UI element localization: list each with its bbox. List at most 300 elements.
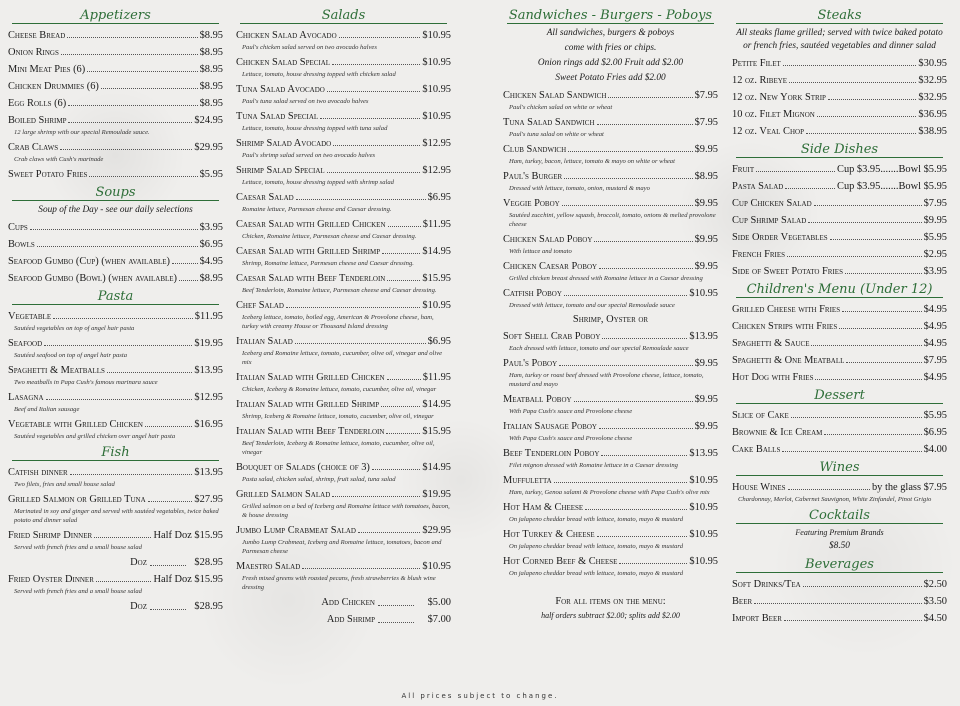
item-price: $8.95 — [199, 64, 223, 75]
item-price: $4.95 — [923, 372, 947, 383]
menu-item-shrimp-salad-avocado — [236, 137, 451, 150]
item-name: Cup Chicken Salad — [732, 198, 812, 209]
item-price: $8.95 — [199, 47, 223, 58]
item-price: $10.95 — [422, 300, 451, 311]
leader-dots — [53, 318, 193, 319]
leader-dots — [608, 97, 692, 98]
item-name: Caesar Salad — [236, 192, 294, 203]
leader-dots — [382, 253, 420, 254]
item-description: Grilled salmon on a bed of Iceberg and Romaine lettuce with tomatoes, bacon, & house dressing — [242, 503, 450, 519]
item-description: Ham, turkey, Genoa salami & Provolone cheese with Papa Cush's olive mix — [509, 489, 710, 496]
leader-dots — [388, 226, 421, 227]
menu-item-grilled-salmon-or-grilled-tuna — [8, 493, 223, 506]
item-name: Muffuletta — [503, 475, 552, 486]
menu-item-house-wines — [732, 481, 947, 494]
item-price: $9.95 — [694, 358, 718, 369]
item-name: Tuna Salad Avocado — [236, 84, 325, 95]
menu-item-shrimp-salad-special — [236, 164, 451, 177]
item-price: $32.95 — [918, 75, 947, 86]
item-description: Ham, turkey or roast beef dressed with Provolone cheese, lettuce, tomato, mustard and mayo — [509, 372, 704, 388]
item-description: With Papa Cush's sauce and Provolone cheese — [509, 435, 633, 442]
item-price: Cup $3.95.......Bowl $5.95 — [837, 164, 947, 175]
leader-dots — [44, 345, 192, 346]
menu-item-lasagna — [8, 391, 223, 404]
menu-item-brownie-ice-cream — [732, 426, 947, 439]
item-name: Cake Balls — [732, 444, 781, 455]
item-price: $8.95 — [694, 171, 718, 182]
leader-dots — [148, 501, 193, 502]
menu-item-grilled-cheese-with-fries — [732, 303, 947, 316]
item-name: Hot Turkey & Cheese — [503, 529, 595, 540]
item-name: Boiled Shrimp — [8, 115, 67, 126]
item-description: Sautéed vegetables and grilled chicken over angel hair pasta — [14, 433, 176, 440]
item-name: Fruit — [732, 164, 755, 175]
leader-dots — [601, 455, 687, 456]
item-price: $10.95 — [422, 111, 451, 122]
section-note: All sandwiches, burgers & poboys — [546, 28, 675, 38]
item-name: Italian Salad — [236, 336, 293, 347]
item-price: $15.95 — [422, 426, 451, 437]
menu-item-italian-salad-with-grilled-shrimp — [236, 398, 451, 411]
menu-item-slice-of-cake — [732, 409, 947, 422]
menu-item-italian-salad-with-beef-tenderloin — [236, 425, 451, 438]
item-name: Tuna Salad Special — [236, 111, 319, 122]
item-price: $29.95 — [422, 525, 451, 536]
leader-dots — [602, 338, 687, 339]
leader-dots — [845, 273, 922, 274]
item-description: Two meatballs in Papa Cush's famous marinara sauce — [14, 379, 158, 386]
item-name: Side of Sweet Potato Fries — [732, 266, 843, 277]
item-name: Italian Salad with Grilled Shrimp — [236, 399, 380, 410]
item-price: $38.95 — [918, 126, 947, 137]
menu-item-hot-ham-cheese — [503, 501, 718, 514]
item-name: Veggie Poboy — [503, 198, 560, 209]
item-name: Meatball Poboy — [503, 394, 572, 405]
item-price: $5.95 — [923, 232, 947, 243]
item-name: Grilled Salmon or Grilled Tuna — [8, 494, 146, 505]
menu-item-vegetable-with-grilled-chicken — [8, 418, 223, 431]
section-heading-steaks: Steaks — [732, 8, 947, 25]
leader-dots — [817, 116, 917, 117]
item-name: Catfish Poboy — [503, 288, 562, 299]
item-price: by the glass $7.95 — [871, 482, 947, 493]
leader-dots — [830, 239, 922, 240]
item-description: Shrimp, Romaine lettuce, Parmesan cheese and Caesar dressing. — [242, 260, 414, 267]
item-description: Paul's chicken salad on white or wheat — [509, 104, 613, 111]
item-description: With lettuce and tomato — [509, 248, 572, 255]
menu-line: For all items on the menu: — [555, 596, 666, 607]
leader-dots — [302, 568, 420, 569]
menu-item-club-sandwich — [503, 143, 718, 156]
menu-item-paul-s-burger — [503, 170, 718, 183]
item-price: $10.95 — [689, 475, 718, 486]
leader-dots — [787, 256, 922, 257]
leader-dots — [788, 489, 870, 490]
item-price: $6.95 — [199, 239, 223, 250]
menu-item-petite-filet — [732, 57, 947, 70]
item-name: Soft Drinks/Tea — [732, 579, 801, 590]
subprice-value: $28.95 — [194, 601, 223, 612]
leader-dots — [574, 401, 693, 402]
menu-item-soft-shell-crab-poboy — [503, 330, 718, 343]
item-name: Chicken Salad Poboy — [503, 234, 593, 245]
item-price: $10.95 — [689, 529, 718, 540]
item-price: $9.95 — [694, 421, 718, 432]
subprice-label: Doz — [130, 601, 147, 612]
item-price: $4.95 — [923, 304, 947, 315]
item-name: Paul's Poboy — [503, 358, 558, 369]
leader-dots — [87, 71, 197, 72]
menu-item-muffuletta — [503, 474, 718, 487]
subprice-value: $7.00 — [427, 614, 451, 625]
section-heading-sandwiches-burgers-poboys: Sandwiches - Burgers - Poboys — [503, 8, 718, 25]
leader-dots — [68, 105, 197, 106]
leader-dots — [327, 91, 421, 92]
leader-dots — [30, 229, 198, 230]
item-description: Iceberg lettuce, tomato, boiled egg, American & Provolone cheese, ham, turkey with creamy House or Thousand Island dressing — [242, 314, 434, 330]
item-price: $8.95 — [199, 81, 223, 92]
leader-dots — [791, 417, 922, 418]
item-price: $7.95 — [923, 355, 947, 366]
leader-dots — [803, 586, 922, 587]
menu-item-meatball-poboy — [503, 393, 718, 406]
section-heading-pasta: Pasta — [8, 289, 223, 306]
spacer — [503, 578, 718, 592]
item-name: Bowls — [8, 239, 35, 250]
item-name: Onion Rings — [8, 47, 59, 58]
menu-item-italian-salad — [236, 335, 451, 348]
item-name: Soft Shell Crab Poboy — [503, 331, 601, 342]
section-note: Featuring Premium Brands — [795, 528, 884, 537]
item-name: Caesar Salad with Grilled Chicken — [236, 219, 386, 230]
menu-item-bouquet-of-salads-choice-of-3 — [236, 461, 451, 474]
leader-dots — [150, 600, 186, 610]
leader-dots — [564, 178, 692, 179]
item-name: Sweet Potato Fries — [8, 169, 88, 180]
leader-dots — [599, 268, 693, 269]
leader-dots — [68, 122, 192, 123]
item-description: On jalapeno cheddar bread with lettuce, tomato, mayo & mustard — [509, 570, 684, 577]
menu-item-chicken-strips-with-fries — [732, 320, 947, 333]
menu-item-12-oz-new-york-strip — [732, 91, 947, 104]
menu-item-mini-meat-pies-6 — [8, 63, 223, 76]
item-price: $10.95 — [422, 30, 451, 41]
menu-item-cup-shrimp-salad — [732, 214, 947, 227]
item-description: Pasta salad, chicken salad, shrimp, fruit salad, tuna salad — [242, 476, 396, 483]
item-description: Beef Tenderloin, Iceberg & Romaine lettuce, tomato, cucumber, olive oil, vinegar — [242, 440, 435, 456]
item-description: Dressed with lettuce, tomato, onion, mustard & mayo — [509, 185, 650, 192]
menu-item-cup-chicken-salad — [732, 197, 947, 210]
subprice-value: $5.00 — [427, 597, 451, 608]
item-name: Vegetable with Grilled Chicken — [8, 419, 143, 430]
item-name: Italian Salad with Beef Tenderloin — [236, 426, 385, 437]
section-heading-children-s-menu-under-12: Children's Menu (Under 12) — [732, 282, 947, 299]
item-price: $2.50 — [923, 579, 947, 590]
menu-subprice-doz — [8, 556, 223, 569]
item-price: $32.95 — [918, 92, 947, 103]
item-description: Served with french fries and a small house salad — [14, 544, 142, 551]
item-price: $3.50 — [923, 596, 947, 607]
leader-dots — [597, 536, 688, 537]
menu-item-chicken-salad-sandwich — [503, 89, 718, 102]
menu-item-beef-tenderloin-poboy — [503, 447, 718, 460]
menu-item-vegetable — [8, 310, 223, 323]
item-price: $9.95 — [694, 261, 718, 272]
item-price: $8.95 — [199, 98, 223, 109]
menu-item-tuna-salad-sandwich — [503, 116, 718, 129]
leader-dots — [562, 205, 693, 206]
item-name: Vegetable — [8, 311, 52, 322]
item-price: $8.95 — [199, 30, 223, 41]
item-price: $10.95 — [422, 84, 451, 95]
item-name: Seafood Gumbo (Bowl) (when available) — [8, 273, 178, 284]
leader-dots — [286, 307, 420, 308]
subprice-label: Add Chicken — [321, 597, 375, 608]
leader-dots — [824, 434, 921, 435]
menu-item-caesar-salad-with-beef-tenderloin — [236, 272, 451, 285]
section-note: Soup of the Day - see our daily selections — [38, 205, 193, 215]
item-description: Sautéed seafood on top of angel hair pasta — [14, 352, 128, 359]
item-price: $9.95 — [923, 215, 947, 226]
item-name: Cup Shrimp Salad — [732, 215, 807, 226]
leader-dots — [785, 188, 835, 189]
item-price: $6.95 — [427, 336, 451, 347]
menu-item-chicken-drummies-6 — [8, 80, 223, 93]
item-name: House Wines — [732, 482, 786, 493]
item-name: 12 oz. Ribeye — [732, 75, 788, 86]
item-price: $19.95 — [422, 489, 451, 500]
item-name: Chicken Salad Special — [236, 57, 331, 68]
item-name: Tuna Salad Sandwich — [503, 117, 595, 128]
leader-dots — [46, 399, 193, 400]
menu-item-egg-rolls-6 — [8, 97, 223, 110]
item-description: Ham, turkey, bacon, lettuce, tomato & mayo on white or wheat — [509, 158, 675, 165]
leader-dots — [783, 65, 917, 66]
leader-dots — [150, 556, 186, 566]
menu-item-catfish-poboy — [503, 287, 718, 300]
item-name: Chicken Caesar Poboy — [503, 261, 598, 272]
leader-dots — [332, 64, 420, 65]
item-price: $4.50 — [923, 613, 947, 624]
section-heading-soups: Soups — [8, 185, 223, 202]
item-price: $5.95 — [923, 410, 947, 421]
item-description: Beef and Italian sausage — [14, 406, 80, 413]
item-description: Romaine lettuce, Parmesan cheese and Caesar dressing. — [242, 206, 392, 213]
leader-dots — [60, 149, 192, 150]
menu-item-cake-balls — [732, 443, 947, 456]
menu-item-chicken-salad-special — [236, 56, 451, 69]
menu-item-grilled-salmon-salad — [236, 488, 451, 501]
item-price: $10.95 — [689, 288, 718, 299]
item-name: Slice of Cake — [732, 410, 789, 421]
section-heading-dessert: Dessert — [732, 388, 947, 405]
menu-item-fried-shrimp-dinner — [8, 529, 223, 542]
leader-dots — [806, 133, 916, 134]
leader-dots — [172, 263, 198, 264]
item-description: 12 large shrimp with our special Remoulade sauce. — [14, 129, 150, 136]
menu-item-side-order-vegetables — [732, 231, 947, 244]
leader-dots — [333, 145, 420, 146]
item-name: Mini Meat Pies (6) — [8, 64, 86, 75]
section-note: $8.50 — [829, 541, 850, 551]
leader-dots — [61, 54, 198, 55]
menu-subprice-add-chicken — [236, 596, 451, 609]
item-description: On jalapeno cheddar bread with lettuce, tomato, mayo & mustard — [509, 516, 684, 523]
item-name: Egg Rolls (6) — [8, 98, 67, 109]
item-name: 12 oz. New York Strip — [732, 92, 826, 103]
menu-subprice-add-shrimp — [236, 613, 451, 626]
item-name: Chicken Salad Avocado — [236, 30, 337, 41]
item-price: $9.95 — [694, 198, 718, 209]
menu-item-tuna-salad-special — [236, 110, 451, 123]
item-name: Cheese Bread — [8, 30, 66, 41]
item-description: Each dressed with lettuce, tomato and our special Remoulade sauce — [509, 345, 689, 352]
leader-dots — [387, 280, 420, 281]
item-price: $19.95 — [194, 338, 223, 349]
item-name: Petite Filet — [732, 58, 781, 69]
item-description: Chicken, Romaine lettuce, Parmesan cheese and Caesar dressing. — [242, 233, 417, 240]
item-price: $13.95 — [194, 365, 223, 376]
menu-item-bowls — [8, 238, 223, 251]
item-name: Spaghetti & Sauce — [732, 338, 810, 349]
menu-item-hot-turkey-cheese — [503, 528, 718, 541]
section-heading-fish: Fish — [8, 445, 223, 462]
item-price: $27.95 — [194, 494, 223, 505]
leader-dots — [784, 620, 922, 621]
menu-item-spaghetti-sauce — [732, 337, 947, 350]
item-name: Italian Salad with Grilled Chicken — [236, 372, 385, 383]
menu-item-crab-claws — [8, 141, 223, 154]
menu-item-hot-dog-with-fries — [732, 371, 947, 384]
menu-item-italian-salad-with-grilled-chicken — [236, 371, 451, 384]
menu-item-import-beer — [732, 612, 947, 625]
item-description: With Papa Cush's sauce and Provolone cheese — [509, 408, 633, 415]
leader-dots — [386, 433, 420, 434]
leader-dots — [96, 581, 152, 582]
item-name: Chicken Drummies (6) — [8, 81, 99, 92]
leader-dots — [554, 482, 688, 483]
item-price: $13.95 — [689, 448, 718, 459]
leader-dots — [145, 426, 192, 427]
item-name: Brownie & Ice Cream — [732, 427, 823, 438]
item-name: Hot Corned Beef & Cheese — [503, 556, 618, 567]
section-heading-salads: Salads — [236, 8, 451, 25]
item-description: Lettuce, tomato, house dressing topped with chicken salad — [242, 71, 396, 78]
leader-dots — [585, 509, 687, 510]
item-description: Fresh mixed greens with roasted pecans, fresh strawberries & blush wine dressing — [242, 575, 436, 591]
leader-dots — [296, 199, 426, 200]
item-price: $4.95 — [199, 256, 223, 267]
section-heading-wines: Wines — [732, 460, 947, 477]
item-name: Caesar Salad with Beef Tenderloin — [236, 273, 386, 284]
leader-dots — [327, 172, 421, 173]
menu-item-hot-corned-beef-cheese — [503, 555, 718, 568]
item-description: Sautéed zucchini, yellow squash, broccoli, tomato, onions & melted provolone cheese — [509, 212, 716, 228]
item-name: Spaghetti & Meatballs — [8, 365, 105, 376]
section-note: Onion rings add $2.00 Fruit add $2.00 — [537, 58, 684, 68]
item-price: Half Doz $15.95 — [153, 530, 223, 541]
leader-dots — [756, 171, 835, 172]
item-price: $6.95 — [923, 427, 947, 438]
item-name: Cups — [8, 222, 28, 233]
item-price: $8.95 — [199, 273, 223, 284]
item-price: $29.95 — [194, 142, 223, 153]
leader-dots — [381, 406, 420, 407]
item-price: $14.95 — [422, 462, 451, 473]
leader-dots — [378, 613, 414, 623]
item-name: Club Sandwich — [503, 144, 567, 155]
item-description: Dressed with lettuce, tomato and our special Remoulade sauce — [509, 302, 675, 309]
leader-dots — [339, 37, 421, 38]
menu-item-12-oz-ribeye — [732, 74, 947, 87]
leader-dots — [295, 343, 426, 344]
leader-dots — [842, 311, 922, 312]
item-price: $11.95 — [422, 372, 451, 383]
leader-dots — [70, 474, 193, 475]
leader-dots — [564, 295, 688, 296]
menu-item-12-oz-veal-chop — [732, 125, 947, 138]
item-price: $13.95 — [194, 467, 223, 478]
item-price: $12.95 — [194, 392, 223, 403]
subprice-label: Doz — [130, 557, 147, 568]
leader-dots — [101, 88, 198, 89]
price-disclaimer: All prices subject to change. — [401, 692, 559, 700]
menu-item-tuna-salad-avocado — [236, 83, 451, 96]
menu-item-spaghetti-one-meatball — [732, 354, 947, 367]
item-price: $9.95 — [694, 234, 718, 245]
item-price: $3.95 — [199, 222, 223, 233]
item-price: $10.95 — [422, 561, 451, 572]
leader-dots — [89, 176, 197, 177]
item-description: Beef Tenderloin, Romaine lettuce, Parmesan cheese and Caesar dressing. — [242, 287, 437, 294]
item-name: 10 oz. Filet Mignon — [732, 109, 815, 120]
leader-dots — [815, 379, 921, 380]
leader-dots — [597, 124, 693, 125]
section-heading-cocktails: Cocktails — [732, 508, 947, 525]
item-price: $4.00 — [923, 444, 947, 455]
item-name: Lasagna — [8, 392, 44, 403]
item-price: $14.95 — [422, 399, 451, 410]
menu-item-soft-drinks-tea — [732, 578, 947, 591]
item-name: Seafood Gumbo (Cup) (when available) — [8, 256, 171, 267]
item-description: Shrimp, Iceberg & Romaine lettuce, tomato, cucumber, olive oil, vinegar — [242, 413, 434, 420]
item-name: Shrimp Salad Special — [236, 165, 325, 176]
item-description: Paul's chicken salad served on two avocado halves — [242, 44, 377, 51]
item-name: Chicken Salad Sandwich — [503, 90, 607, 101]
item-price: $7.95 — [694, 117, 718, 128]
menu-item-side-of-sweet-potato-fries — [732, 265, 947, 278]
item-description: Chardonnay, Merlot, Cabernet Sauvignon, White Zinfandel, Pinot Grigio — [738, 496, 932, 503]
menu-item-boiled-shrimp — [8, 114, 223, 127]
menu-item-caesar-salad-with-grilled-shrimp — [236, 245, 451, 258]
menu-item-seafood — [8, 337, 223, 350]
menu-item-chef-salad — [236, 299, 451, 312]
item-name: Hot Dog with Fries — [732, 372, 814, 383]
item-description: Iceberg and Romaine lettuce, tomato, cucumber, olive oil, vinegar and olive mix — [242, 350, 443, 366]
item-name: Paul's Burger — [503, 171, 563, 182]
item-description: Lettuce, tomato, house dressing topped with tuna salad — [242, 125, 388, 132]
item-description: Two filets, fries and small house salad — [14, 481, 115, 488]
menu-item-onion-rings — [8, 46, 223, 59]
item-description: Jumbo Lump Crabmeat, Iceberg and Romaine lettuce, tomatoes, bacon and Parmesan cheese — [242, 539, 442, 555]
item-price: $36.95 — [918, 109, 947, 120]
item-name: Crab Claws — [8, 142, 59, 153]
item-name: Pasta Salad — [732, 181, 784, 192]
menu-line: Shrimp, Oyster or — [572, 314, 649, 325]
menu-item-veggie-poboy — [503, 197, 718, 210]
column-salads — [236, 8, 451, 626]
menu-item-fried-oyster-dinner — [8, 573, 223, 586]
